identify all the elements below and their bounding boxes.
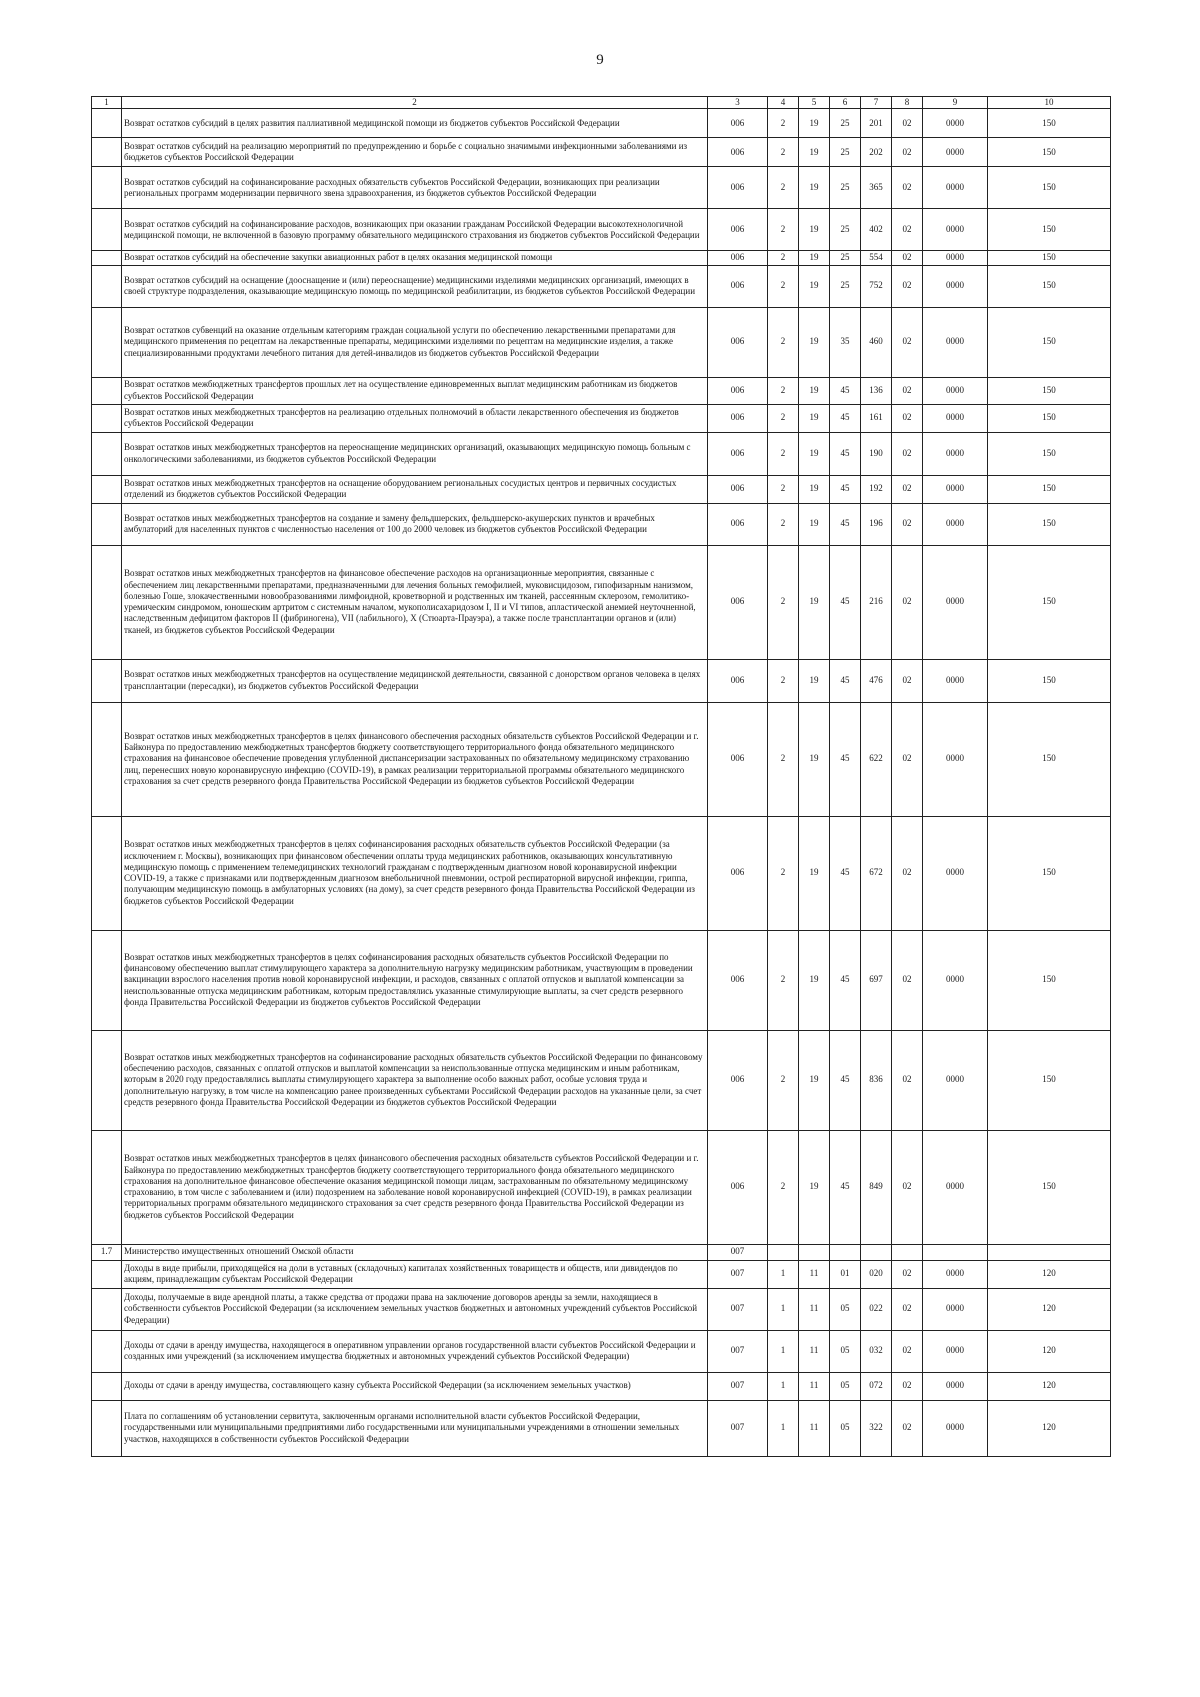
table-row bbox=[92, 1330, 1111, 1372]
article-code: 45 bbox=[830, 702, 861, 816]
subarticle-code: 672 bbox=[861, 816, 892, 930]
row-number bbox=[92, 307, 122, 377]
subarticle-code: 554 bbox=[861, 251, 892, 265]
table-row bbox=[92, 209, 1111, 251]
article-code: 45 bbox=[830, 545, 861, 659]
column-header: 7 bbox=[861, 97, 892, 109]
subgroup-code: 11 bbox=[799, 1330, 830, 1372]
row-number bbox=[92, 377, 122, 404]
article-code: 45 bbox=[830, 659, 861, 702]
row-description: Возврат остатков иных межбюджетных трансфертов в целях софинансирования расходных обязательств субъектов Российской Федерации (за исключением г. Москвы), возникающих при финансовом обеспечении оплаты труда медицинских работников, оказывающих консультативную медицинскую помощь с применением телемедицинских технологий гражданам с подтвержденным диагнозом новой коронавирусной инфекции COVID-19, а также с признаками или подтвержденным диагнозом внебольничной пневмонии, острой респираторной вирусной инфекции, гриппа, получающим медицинскую помощь в амбулаторных условиях (на дому), за счет средств резервного фонда Правительства Российской Федерации из бюджетов субъектов Российской Федерации bbox=[122, 816, 708, 930]
group-code: 2 bbox=[768, 265, 799, 307]
row-number bbox=[92, 432, 122, 475]
admin-code: 006 bbox=[708, 404, 768, 432]
article-code: 45 bbox=[830, 1130, 861, 1244]
article-code: 25 bbox=[830, 251, 861, 265]
table-row bbox=[92, 503, 1111, 545]
row-number bbox=[92, 1372, 122, 1400]
table-row bbox=[92, 251, 1111, 265]
group-code: 1 bbox=[768, 1372, 799, 1400]
classification-code: 150 bbox=[988, 545, 1111, 659]
table-row bbox=[92, 1030, 1111, 1130]
subgroup-code: 19 bbox=[799, 307, 830, 377]
program-code: 0000 bbox=[923, 1372, 988, 1400]
subarticle-code: 192 bbox=[861, 475, 892, 503]
admin-code: 006 bbox=[708, 659, 768, 702]
admin-code: 007 bbox=[708, 1330, 768, 1372]
group-code: 2 bbox=[768, 432, 799, 475]
admin-code: 006 bbox=[708, 1030, 768, 1130]
admin-code: 006 bbox=[708, 109, 768, 138]
admin-code: 007 bbox=[708, 1244, 768, 1260]
admin-code: 006 bbox=[708, 209, 768, 251]
program-code: 0000 bbox=[923, 109, 988, 138]
row-number bbox=[92, 816, 122, 930]
subarticle-code: 460 bbox=[861, 307, 892, 377]
subgroup-code: 11 bbox=[799, 1372, 830, 1400]
column-header: 5 bbox=[799, 97, 830, 109]
table-row bbox=[92, 404, 1111, 432]
article-code: 05 bbox=[830, 1400, 861, 1456]
classification-code bbox=[988, 1244, 1111, 1260]
table-row bbox=[92, 1130, 1111, 1244]
admin-code: 006 bbox=[708, 251, 768, 265]
group-code: 2 bbox=[768, 930, 799, 1030]
row-number: 1.7 bbox=[92, 1244, 122, 1260]
subarticle-code: 622 bbox=[861, 702, 892, 816]
admin-code: 006 bbox=[708, 702, 768, 816]
subgroup-code: 19 bbox=[799, 702, 830, 816]
program-code bbox=[923, 1244, 988, 1260]
subarticle-code: 365 bbox=[861, 167, 892, 209]
subgroup-code: 11 bbox=[799, 1288, 830, 1330]
subgroup-code: 19 bbox=[799, 167, 830, 209]
row-description: Возврат остатков межбюджетных трансфертов прошлых лет на осуществление единовременных выплат медицинским работникам из бюджетов субъектов Российской Федерации bbox=[122, 377, 708, 404]
element-code: 02 bbox=[892, 930, 923, 1030]
subarticle-code: 072 bbox=[861, 1372, 892, 1400]
group-code: 2 bbox=[768, 1130, 799, 1244]
subarticle-code: 216 bbox=[861, 545, 892, 659]
subarticle-code: 032 bbox=[861, 1330, 892, 1372]
program-code: 0000 bbox=[923, 816, 988, 930]
subarticle-code: 196 bbox=[861, 503, 892, 545]
table-row bbox=[92, 816, 1111, 930]
admin-code: 007 bbox=[708, 1372, 768, 1400]
group-code: 2 bbox=[768, 816, 799, 930]
admin-code: 007 bbox=[708, 1400, 768, 1456]
article-code: 35 bbox=[830, 307, 861, 377]
table-row bbox=[92, 1400, 1111, 1456]
table-row bbox=[92, 1244, 1111, 1260]
element-code: 02 bbox=[892, 1260, 923, 1288]
program-code: 0000 bbox=[923, 377, 988, 404]
element-code: 02 bbox=[892, 404, 923, 432]
row-number bbox=[92, 138, 122, 167]
subarticle-code: 697 bbox=[861, 930, 892, 1030]
row-number bbox=[92, 1130, 122, 1244]
element-code: 02 bbox=[892, 432, 923, 475]
article-code bbox=[830, 1244, 861, 1260]
row-number bbox=[92, 1260, 122, 1288]
group-code: 2 bbox=[768, 109, 799, 138]
classification-code: 150 bbox=[988, 377, 1111, 404]
classification-code: 120 bbox=[988, 1330, 1111, 1372]
admin-code: 006 bbox=[708, 545, 768, 659]
row-description: Возврат остатков субсидий на оснащение (дооснащение и (или) переоснащение) медицинскими изделиями медицинских организаций, имеющих в своей структуре подразделения, оказывающие медицинскую помощь по медицинской реабилитации, из бюджетов субъектов Российской Федерации bbox=[122, 265, 708, 307]
row-number bbox=[92, 930, 122, 1030]
row-description: Доходы в виде прибыли, приходящейся на доли в уставных (складочных) капиталах хозяйственных товариществ и обществ, или дивидендов по акциям, принадлежащим субъектам Российской Федерации bbox=[122, 1260, 708, 1288]
row-description: Возврат остатков иных межбюджетных трансфертов на софинансирование расходных обязательств субъектов Российской Федерации по финансовому обеспечению расходов, связанных с оплатой отпусков и выплатой компенсации за неиспользованные отпуска медицинским и иным работникам, которым в 2020 году предоставлялись выплаты стимулирующего характера за выполнение особо важных работ, особые условия труда и дополнительную нагрузку, в том числе на компенсацию ранее произведенных субъектами Российской Федерации расходов на указанные цели, за счет средств резервного фонда Правительства Российской Федерации из бюджетов субъектов Российской Федерации bbox=[122, 1030, 708, 1130]
program-code: 0000 bbox=[923, 659, 988, 702]
subgroup-code: 19 bbox=[799, 816, 830, 930]
program-code: 0000 bbox=[923, 265, 988, 307]
program-code: 0000 bbox=[923, 1260, 988, 1288]
subarticle-code: 190 bbox=[861, 432, 892, 475]
subgroup-code: 19 bbox=[799, 930, 830, 1030]
program-code: 0000 bbox=[923, 1400, 988, 1456]
row-description: Возврат остатков субсидий на обеспечение закупки авиационных работ в целях оказания медицинской помощи bbox=[122, 251, 708, 265]
subarticle-code: 201 bbox=[861, 109, 892, 138]
subgroup-code: 19 bbox=[799, 265, 830, 307]
classification-code: 150 bbox=[988, 265, 1111, 307]
element-code: 02 bbox=[892, 816, 923, 930]
article-code: 45 bbox=[830, 930, 861, 1030]
table-row bbox=[92, 1260, 1111, 1288]
group-code: 2 bbox=[768, 545, 799, 659]
program-code: 0000 bbox=[923, 251, 988, 265]
article-code: 01 bbox=[830, 1260, 861, 1288]
subgroup-code: 19 bbox=[799, 209, 830, 251]
article-code: 45 bbox=[830, 816, 861, 930]
subgroup-code: 19 bbox=[799, 109, 830, 138]
row-description: Возврат остатков иных межбюджетных трансфертов на финансовое обеспечение расходов на организационные мероприятия, связанные с обеспечением лиц лекарственными препаратами, предназначенными для лечения больных гемофилией, муковисцидозом, гипофизарным нанизмом, болезнью Гоше, злокачественными новообразованиями лимфоидной, кроветворной и родственных им тканей, рассеянным склерозом, гемолитико-уремическим синдромом, юношеским артритом с системным началом, мукополисахаридозом I, II и VI типов, апластической анемией неуточненной, наследственным дефицитом факторов II (фибриногена), VII (лабильного), X (Стюарта-Прауэра), а также после трансплантации органов и (или) тканей, из бюджетов субъектов Российской Федерации bbox=[122, 545, 708, 659]
subarticle-code: 322 bbox=[861, 1400, 892, 1456]
article-code: 45 bbox=[830, 503, 861, 545]
program-code: 0000 bbox=[923, 307, 988, 377]
article-code: 25 bbox=[830, 109, 861, 138]
group-code: 1 bbox=[768, 1288, 799, 1330]
admin-code: 006 bbox=[708, 307, 768, 377]
table-row bbox=[92, 167, 1111, 209]
table-row bbox=[92, 930, 1111, 1030]
row-description: Возврат остатков иных межбюджетных трансфертов на осуществление медицинской деятельности, связанной с донорством органов человека в целях трансплантации (пересадки), из бюджетов субъектов Российской Федерации bbox=[122, 659, 708, 702]
element-code: 02 bbox=[892, 377, 923, 404]
row-number bbox=[92, 1288, 122, 1330]
classification-code: 150 bbox=[988, 475, 1111, 503]
classification-code: 150 bbox=[988, 816, 1111, 930]
row-description: Возврат остатков иных межбюджетных трансфертов в целях софинансирования расходных обязательств субъектов Российской Федерации по финансовому обеспечению выплат стимулирующего характера за дополнительную нагрузку медицинским работникам, участвующим в проведении вакцинации взрослого населения против новой коронавирусной инфекции, и расходов, связанных с оплатой отпусков и выплатой компенсации за неиспользованные отпуска медицинским работникам, которым предоставлялись указанные стимулирующие выплаты, за счет средств резервного фонда Правительства Российской Федерации из бюджетов субъектов Российской Федерации bbox=[122, 930, 708, 1030]
row-number bbox=[92, 659, 122, 702]
column-header: 10 bbox=[988, 97, 1111, 109]
group-code: 2 bbox=[768, 659, 799, 702]
row-number bbox=[92, 1330, 122, 1372]
element-code: 02 bbox=[892, 109, 923, 138]
subgroup-code bbox=[799, 1244, 830, 1260]
row-description: Возврат остатков субсидий на софинансирование расходных обязательств субъектов Российской Федерации, возникающих при реализации региональных программ модернизации первичного звена здравоохранения, из бюджетов субъектов Российской Федерации bbox=[122, 167, 708, 209]
group-code: 2 bbox=[768, 377, 799, 404]
article-code: 25 bbox=[830, 167, 861, 209]
subgroup-code: 19 bbox=[799, 138, 830, 167]
table-row bbox=[92, 432, 1111, 475]
admin-code: 006 bbox=[708, 432, 768, 475]
classification-code: 150 bbox=[988, 404, 1111, 432]
program-code: 0000 bbox=[923, 930, 988, 1030]
table-row bbox=[92, 1372, 1111, 1400]
subarticle-code: 402 bbox=[861, 209, 892, 251]
row-description: Возврат остатков субсидий на реализацию мероприятий по предупреждению и борьбе с социально значимыми инфекционными заболеваниями из бюджетов субъектов Российской Федерации bbox=[122, 138, 708, 167]
element-code: 02 bbox=[892, 251, 923, 265]
classification-code: 150 bbox=[988, 659, 1111, 702]
classification-code: 150 bbox=[988, 930, 1111, 1030]
classification-code: 150 bbox=[988, 109, 1111, 138]
table-row bbox=[92, 702, 1111, 816]
subarticle-code: 752 bbox=[861, 265, 892, 307]
element-code: 02 bbox=[892, 1400, 923, 1456]
element-code: 02 bbox=[892, 1288, 923, 1330]
row-description: Возврат остатков субсидий на софинансирование расходов, возникающих при оказании гражданам Российской Федерации высокотехнологичной медицинской помощи, не включенной в базовую программу обязательного медицинского страхования из бюджетов субъектов Российской Федерации bbox=[122, 209, 708, 251]
row-number bbox=[92, 404, 122, 432]
classification-code: 150 bbox=[988, 432, 1111, 475]
group-code bbox=[768, 1244, 799, 1260]
program-code: 0000 bbox=[923, 503, 988, 545]
row-number bbox=[92, 251, 122, 265]
program-code: 0000 bbox=[923, 1330, 988, 1372]
group-code: 2 bbox=[768, 167, 799, 209]
subgroup-code: 11 bbox=[799, 1260, 830, 1288]
subgroup-code: 19 bbox=[799, 432, 830, 475]
admin-code: 006 bbox=[708, 377, 768, 404]
group-code: 2 bbox=[768, 404, 799, 432]
element-code: 02 bbox=[892, 265, 923, 307]
group-code: 2 bbox=[768, 702, 799, 816]
article-code: 25 bbox=[830, 265, 861, 307]
program-code: 0000 bbox=[923, 1130, 988, 1244]
program-code: 0000 bbox=[923, 702, 988, 816]
classification-code: 150 bbox=[988, 503, 1111, 545]
admin-code: 006 bbox=[708, 138, 768, 167]
classification-code: 120 bbox=[988, 1288, 1111, 1330]
column-header: 6 bbox=[830, 97, 861, 109]
group-code: 2 bbox=[768, 1030, 799, 1130]
row-description: Возврат остатков субвенций на оказание отдельным категориям граждан социальной услуги по обеспечению лекарственными препаратами для медицинского применения по рецептам на лекарственные препараты, медицинскими изделиями по рецептам на медицинские изделия, а также специализированными продуктами лечебного питания для детей-инвалидов из бюджетов субъектов Российской Федерации bbox=[122, 307, 708, 377]
row-number bbox=[92, 702, 122, 816]
element-code: 02 bbox=[892, 475, 923, 503]
admin-code: 006 bbox=[708, 1130, 768, 1244]
row-number bbox=[92, 265, 122, 307]
admin-code: 007 bbox=[708, 1288, 768, 1330]
table-row bbox=[92, 475, 1111, 503]
subgroup-code: 19 bbox=[799, 404, 830, 432]
element-code: 02 bbox=[892, 1372, 923, 1400]
table-row bbox=[92, 109, 1111, 138]
column-header: 3 bbox=[708, 97, 768, 109]
group-code: 1 bbox=[768, 1330, 799, 1372]
table-row bbox=[92, 377, 1111, 404]
classification-code: 150 bbox=[988, 251, 1111, 265]
column-header: 1 bbox=[92, 97, 122, 109]
row-description: Возврат остатков иных межбюджетных трансфертов на переоснащение медицинских организаций, оказывающих медицинскую помощь больным с онкологическими заболеваниями, из бюджетов субъектов Российской Федерации bbox=[122, 432, 708, 475]
program-code: 0000 bbox=[923, 404, 988, 432]
article-code: 45 bbox=[830, 377, 861, 404]
article-code: 05 bbox=[830, 1372, 861, 1400]
admin-code: 006 bbox=[708, 167, 768, 209]
group-code: 2 bbox=[768, 503, 799, 545]
table-row bbox=[92, 1288, 1111, 1330]
subgroup-code: 19 bbox=[799, 503, 830, 545]
subgroup-code: 19 bbox=[799, 1030, 830, 1130]
row-number bbox=[92, 545, 122, 659]
article-code: 25 bbox=[830, 209, 861, 251]
row-number bbox=[92, 503, 122, 545]
admin-code: 006 bbox=[708, 930, 768, 1030]
element-code: 02 bbox=[892, 1130, 923, 1244]
program-code: 0000 bbox=[923, 432, 988, 475]
subarticle-code: 476 bbox=[861, 659, 892, 702]
classification-code: 150 bbox=[988, 138, 1111, 167]
subarticle-code: 836 bbox=[861, 1030, 892, 1130]
table-row bbox=[92, 307, 1111, 377]
subarticle-code: 022 bbox=[861, 1288, 892, 1330]
column-header: 8 bbox=[892, 97, 923, 109]
subgroup-code: 19 bbox=[799, 1130, 830, 1244]
admin-code: 007 bbox=[708, 1260, 768, 1288]
program-code: 0000 bbox=[923, 138, 988, 167]
page-number: 9 bbox=[596, 52, 604, 68]
element-code: 02 bbox=[892, 167, 923, 209]
row-description: Возврат остатков иных межбюджетных трансфертов на реализацию отдельных полномочий в области лекарственного обеспечения из бюджетов субъектов Российской Федерации bbox=[122, 404, 708, 432]
classification-code: 150 bbox=[988, 1130, 1111, 1244]
article-code: 05 bbox=[830, 1330, 861, 1372]
row-description: Доходы, получаемые в виде арендной платы, а также средства от продажи права на заключение договоров аренды за земли, находящиеся в собственности субъектов Российской Федерации (за исключением земельных участков бюджетных и автономных учреждений субъектов Российской Федерации) bbox=[122, 1288, 708, 1330]
program-code: 0000 bbox=[923, 167, 988, 209]
classification-code: 150 bbox=[988, 1030, 1111, 1130]
element-code: 02 bbox=[892, 545, 923, 659]
table-row bbox=[92, 545, 1111, 659]
row-description: Доходы от сдачи в аренду имущества, составляющего казну субъекта Российской Федерации (за исключением земельных участков) bbox=[122, 1372, 708, 1400]
element-code bbox=[892, 1244, 923, 1260]
subgroup-code: 19 bbox=[799, 377, 830, 404]
group-code: 1 bbox=[768, 1400, 799, 1456]
row-number bbox=[92, 167, 122, 209]
group-code: 2 bbox=[768, 138, 799, 167]
group-code: 2 bbox=[768, 475, 799, 503]
row-description: Возврат остатков субсидий в целях развития паллиативной медицинской помощи из бюджетов субъектов Российской Федерации bbox=[122, 109, 708, 138]
subgroup-code: 19 bbox=[799, 251, 830, 265]
article-code: 45 bbox=[830, 432, 861, 475]
table-row bbox=[92, 265, 1111, 307]
budget-classification-table bbox=[91, 96, 1111, 1457]
subarticle-code: 136 bbox=[861, 377, 892, 404]
element-code: 02 bbox=[892, 659, 923, 702]
classification-code: 150 bbox=[988, 209, 1111, 251]
element-code: 02 bbox=[892, 702, 923, 816]
group-code: 2 bbox=[768, 307, 799, 377]
group-code: 2 bbox=[768, 209, 799, 251]
element-code: 02 bbox=[892, 1030, 923, 1130]
header-row bbox=[92, 97, 1111, 109]
subarticle-code: 202 bbox=[861, 138, 892, 167]
row-description: Возврат остатков иных межбюджетных трансфертов на оснащение оборудованием региональных сосудистых центров и первичных сосудистых отделений из бюджетов субъектов Российской Федерации bbox=[122, 475, 708, 503]
classification-code: 150 bbox=[988, 702, 1111, 816]
row-description: Плата по соглашениям об установлении сервитута, заключенным органами исполнительной власти субъектов Российской Федерации, государственными или муниципальными предприятиями либо государственными или муниципальными учреждениями в отношении земельных участков, находящихся в собственности субъектов Российской Федерации bbox=[122, 1400, 708, 1456]
program-code: 0000 bbox=[923, 1288, 988, 1330]
element-code: 02 bbox=[892, 209, 923, 251]
classification-code: 120 bbox=[988, 1260, 1111, 1288]
element-code: 02 bbox=[892, 138, 923, 167]
classification-code: 150 bbox=[988, 167, 1111, 209]
row-number bbox=[92, 1400, 122, 1456]
subarticle-code: 849 bbox=[861, 1130, 892, 1244]
column-header: 9 bbox=[923, 97, 988, 109]
admin-code: 006 bbox=[708, 816, 768, 930]
column-header: 2 bbox=[122, 97, 708, 109]
program-code: 0000 bbox=[923, 475, 988, 503]
row-description: Возврат остатков иных межбюджетных трансфертов на создание и замену фельдшерских, фельдшерско-акушерских пунктов и врачебных амбулаторий для населенных пунктов с численностью населения от 100 до 2000 человек из бюджетов субъектов Российской Федерации bbox=[122, 503, 708, 545]
article-code: 45 bbox=[830, 404, 861, 432]
article-code: 05 bbox=[830, 1288, 861, 1330]
subarticle-code bbox=[861, 1244, 892, 1260]
program-code: 0000 bbox=[923, 209, 988, 251]
program-code: 0000 bbox=[923, 1030, 988, 1130]
table-row bbox=[92, 138, 1111, 167]
group-code: 2 bbox=[768, 251, 799, 265]
admin-code: 006 bbox=[708, 475, 768, 503]
row-description: Возврат остатков иных межбюджетных трансфертов в целях финансового обеспечения расходных обязательств субъектов Российской Федерации и г. Байконура по предоставлению межбюджетных трансфертов бюджету соответствующего территориального фонда обязательного медицинского страхования на дополнительное финансовое обеспечение оказания медицинской помощи лицам, застрахованным по обязательному медицинскому страхованию, в том числе с заболеванием и (или) подозрением на заболевание новой коронавирусной инфекцией (COVID-19), в рамках реализации территориальных программ обязательного медицинского страхования за счет средств резервного фонда Правительства Российской Федерации из бюджетов субъектов Российской Федерации bbox=[122, 1130, 708, 1244]
row-description: Министерство имущественных отношений Омской области bbox=[122, 1244, 708, 1260]
subarticle-code: 161 bbox=[861, 404, 892, 432]
article-code: 45 bbox=[830, 475, 861, 503]
subgroup-code: 19 bbox=[799, 475, 830, 503]
admin-code: 006 bbox=[708, 503, 768, 545]
classification-code: 150 bbox=[988, 307, 1111, 377]
element-code: 02 bbox=[892, 1330, 923, 1372]
group-code: 1 bbox=[768, 1260, 799, 1288]
article-code: 45 bbox=[830, 1030, 861, 1130]
classification-code: 120 bbox=[988, 1372, 1111, 1400]
subgroup-code: 11 bbox=[799, 1400, 830, 1456]
row-number bbox=[92, 475, 122, 503]
subgroup-code: 19 bbox=[799, 545, 830, 659]
row-number bbox=[92, 109, 122, 138]
row-number bbox=[92, 209, 122, 251]
subgroup-code: 19 bbox=[799, 659, 830, 702]
program-code: 0000 bbox=[923, 545, 988, 659]
admin-code: 006 bbox=[708, 265, 768, 307]
article-code: 25 bbox=[830, 138, 861, 167]
subarticle-code: 020 bbox=[861, 1260, 892, 1288]
element-code: 02 bbox=[892, 503, 923, 545]
table-row bbox=[92, 659, 1111, 702]
column-header: 4 bbox=[768, 97, 799, 109]
row-number bbox=[92, 1030, 122, 1130]
element-code: 02 bbox=[892, 307, 923, 377]
classification-code: 120 bbox=[988, 1400, 1111, 1456]
row-description: Возврат остатков иных межбюджетных трансфертов в целях финансового обеспечения расходных обязательств субъектов Российской Федерации и г. Байконура по предоставлению межбюджетных трансфертов бюджету соответствующего территориального фонда обязательного медицинского страхования на финансовое обеспечение проведения углубленной диспансеризации застрахованных по обязательному медицинскому страхованию лиц, перенесших новую коронавирусную инфекцию (COVID-19), в рамках реализации территориальной программы обязательного медицинского страхования за счет средств резервного фонда Правительства Российской Федерации из бюджетов субъектов Российской Федерации bbox=[122, 702, 708, 816]
row-description: Доходы от сдачи в аренду имущества, находящегося в оперативном управлении органов государственной власти субъектов Российской Федерации и созданных ими учреждений (за исключением имущества бюджетных и автономных учреждений субъектов Российской Федерации) bbox=[122, 1330, 708, 1372]
